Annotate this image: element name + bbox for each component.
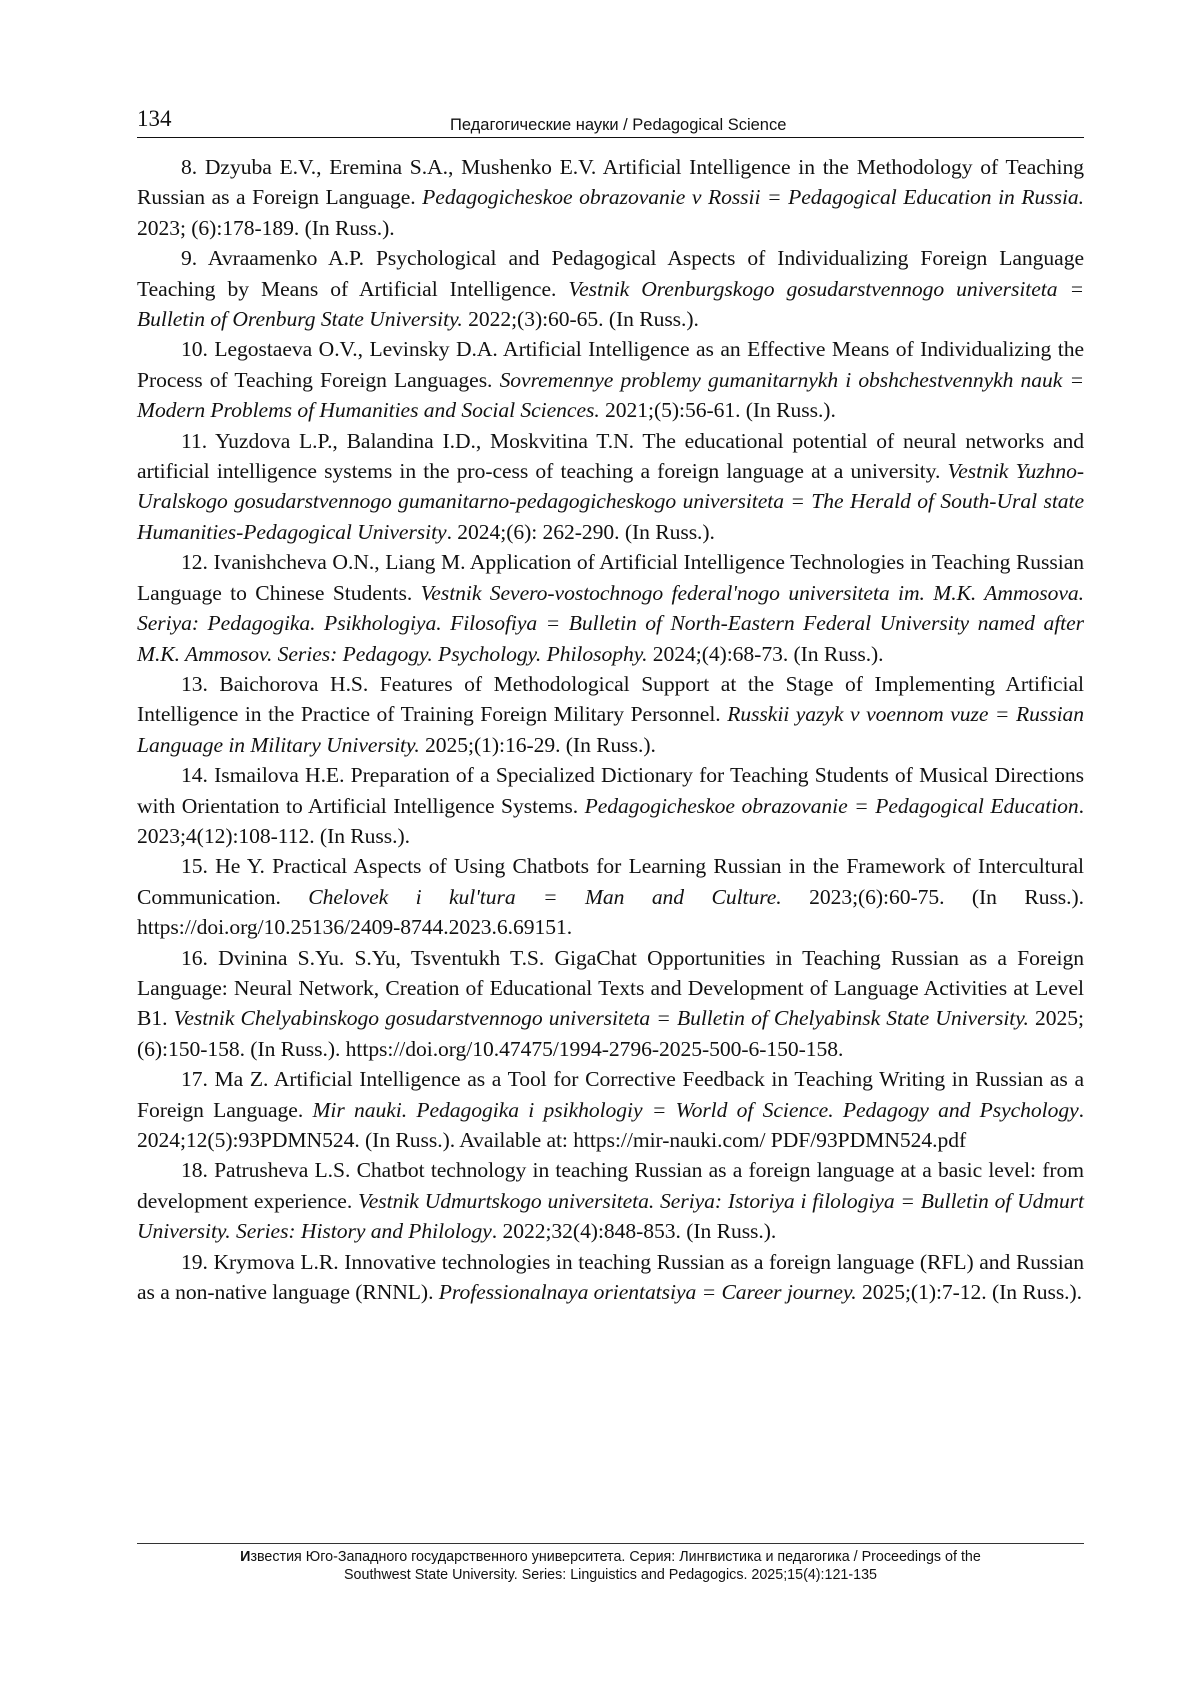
reference-number: 15. [181,854,208,879]
reference-item [137,152,1084,243]
reference-text: 2025;(1):16-29. (In Russ.). [419,732,656,757]
reference-text: 2024;(4):68-73. (In Russ.). [647,641,884,666]
reference-text: 2023;(6):60-75. (In Russ.). https://doi.org/10.25136/2409-8744.2023.6.69151. [137,884,1084,940]
reference-item [137,426,1084,548]
footer-line-1-text: звестия Юго-Западного государственного университета. Серия: Лингвистика и педагогика / Proceedings of the [250,1549,981,1565]
footer-line-2: Southwest State University. Series: Linguistics and Pedagogics. 2025;15(4):121-135 [344,1567,877,1583]
reference-text: Yuzdova L.P., Balandina I.D., Moskvitina T.N. The educational potential of neural networks and artificial intelligence systems in the pro-cess of teaching a foreign language at a university. [137,428,1084,484]
reference-text: 2025;(1):7-12. (In Russ.). [856,1280,1083,1305]
reference-item [137,760,1084,851]
reference-text: Krymova L.R. Innovative technologies in teaching Russian as a foreign language (RFL) and Russian as a non-native language (RNNL). [137,1249,1084,1305]
reference-number: 10. [181,337,208,362]
reference-text: Dzyuba E.V., Eremina S.A., Mushenko E.V. Artificial Intelligence in the Methodology of Teaching Russian as a Foreign Language. [137,155,1084,210]
reference-source-title: Sovremennye problemy gumanitarnykh i obshchestvennykh nauk = Modern Problems of Humanities and Social Sciences. [137,367,1085,423]
reference-source-title: Pedagogicheskoe obrazovanie = Pedagogical Education [584,793,1079,818]
reference-number: 14. [181,763,208,788]
reference-number: 17. [181,1067,208,1092]
reference-item [137,1064,1084,1155]
reference-item [137,943,1084,1065]
reference-item [137,1247,1084,1308]
reference-source-title: Professionalnaya orientatsiya = Career journey. [438,1280,857,1305]
reference-number: 16. [181,945,208,970]
reference-text: 2025;(6):150-158. (In Russ.). https://doi.org/10.47475/1994-2796-2025-500-6-150-158. [137,1006,1084,1061]
footer-rule [137,1543,1084,1544]
reference-text: . 2022;32(4):848-853. (In Russ.). [491,1219,777,1244]
reference-text: Ismailova H.E. Preparation of a Specialized Dictionary for Teaching Students of Musical Directions with Orientation to Artificial Intelligence Systems. [137,763,1084,818]
reference-source-title: Vestnik Yuzhno-Uralskogo gosudarstvennogo gumanitarno-pedagogicheskogo universiteta = The Herald of South-Ural state Humanities-Pedagogical University [137,459,1084,544]
journal-footer [137,1548,1084,1584]
reference-item [137,1155,1084,1246]
reference-text: 2022;(3):60-65. (In Russ.). [462,307,699,332]
reference-source-title: Russkii yazyk v voennom vuze = Russian Language in Military University. [137,702,1085,757]
reference-source-title: Vestnik Orenburgskogo gosudarstvennogo universiteta = Bulletin of Orenburg State University. [137,276,1084,332]
reference-number: 13. [181,671,208,696]
reference-item [137,547,1084,669]
reference-number: 19. [181,1249,208,1274]
reference-item [137,669,1084,760]
reference-number: 8. [181,155,198,179]
reference-text: Patrusheva L.S. Chatbot technology in teaching Russian as a foreign language at a basic level: from development experience. [137,1158,1084,1213]
reference-text: . 2023;4(12):108-112. (In Russ.). [137,793,1084,848]
reference-text: 2021;(5):56-61. (In Russ.). [599,398,836,423]
footer-lead-letter: И [240,1549,251,1565]
reference-item [137,334,1084,425]
reference-text: 2023; (6):178-189. (In Russ.). [137,215,395,240]
reference-source-title: Vestnik Severo-vostochnogo federal'nogo universiteta im. M.K. Ammosova. Seriya: Pedagogika. Psikhologiya. Filosofiya = Bulletin of North-Eastern Federal University named after M.K. Ammosov. Series: Pedagogy. Psychology. Philosophy. [137,580,1084,666]
page-number: 134 [137,106,172,131]
reference-number: 12. [181,550,208,575]
reference-item [137,851,1084,942]
reference-text: Ma Z. Artificial Intelligence as a Tool for Corrective Feedback in Teaching Writing in Russian as a Foreign Language. [137,1067,1084,1122]
reference-number: 9. [181,246,198,271]
reference-item [137,243,1084,334]
header-rule [137,137,1084,138]
reference-number: 11. [181,428,208,453]
reference-number: 18. [181,1158,208,1183]
reference-source-title: Pedagogicheskoe obrazovanie v Rossii = Pedagogical Education in Russia. [422,185,1084,210]
reference-source-title: Vestnik Udmurtskogo universiteta. Seriya: Istoriya i filologiya = Bulletin of Udmurt University. Series: History and Philology [137,1188,1084,1244]
reference-text: Dvinina S.Yu. S.Yu, Tsventukh T.S. GigaChat Opportunities in Teaching Russian as a Foreign Language: Neural Network, Creation of Educational Texts and Development of Language Activities at Level B1. [137,945,1084,1031]
reference-text: Baichorova H.S. Features of Methodological Support at the Stage of Implementing Artificial Intelligence in the Practice of Training Foreign Military Personnel. [137,671,1084,727]
reference-text: . 2024;(6): 262-290. (In Russ.). [446,519,715,544]
reference-text: He Y. Practical Aspects of Using Chatbots for Learning Russian in the Framework of Intercultural Communication. [137,854,1084,909]
reference-source-title: Chelovek i kul'tura = Man and Culture. [308,884,782,909]
reference-list [137,152,1084,1307]
reference-source-title: Vestnik Chelyabinskogo gosudarstvennogo universiteta = Bulletin of Chelyabinsk State University. [173,1006,1029,1031]
reference-text: Ivanishcheva O.N., Liang M. Application of Artificial Intelligence Technologies in Teaching Russian Language to Chinese Students. [137,550,1084,605]
footer-line-1 [137,1548,1084,1566]
reference-text: Legostaeva O.V., Levinsky D.A. Artificial Intelligence as an Effective Means of Individualizing the Process of Teaching Foreign Languages. [137,337,1084,392]
running-title: Педагогические науки / Pedagogical Science [450,116,787,134]
reference-text: . 2024;12(5):93PDMN524. (In Russ.). Available at: https://mir-nauki.com/ PDF/93PDMN524.pdf [137,1097,1085,1152]
reference-text: Avraamenko A.P. Psychological and Pedagogical Aspects of Individualizing Foreign Language Teaching by Means of Artificial Intelligence. [137,246,1084,301]
reference-source-title: Mir nauki. Pedagogika i psikhologiy = World of Science. Pedagogy and Psychology [312,1097,1079,1122]
